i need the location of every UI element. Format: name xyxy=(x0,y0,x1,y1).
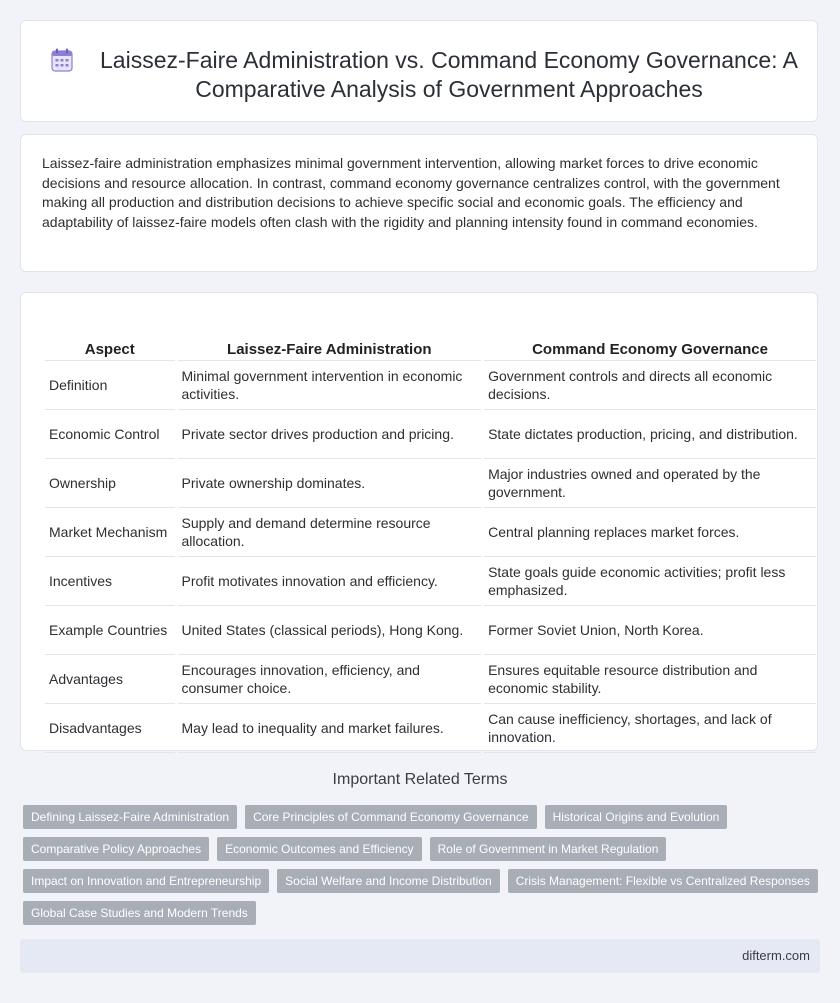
table-row xyxy=(45,508,816,557)
table-header-row xyxy=(45,314,816,361)
intro-paragraph: Laissez-faire administration emphasizes minimal government intervention, allowing market forces to drive economic decisions and resource allocation. In contrast, command economy governance centralizes control, with the government making all production and distribution decisions to achieve specific social and economic goals. The efficiency and adaptability of laissez-faire models often clash with the rigidity and planning intensity found in command economies. xyxy=(42,155,780,230)
column-header-aspect: Aspect xyxy=(45,314,175,361)
laissez-faire-cell: United States (classical periods), Hong Kong. xyxy=(178,606,482,655)
related-term-tag[interactable]: Defining Laissez-Faire Administration xyxy=(23,805,237,829)
comparison-table xyxy=(42,314,819,753)
related-term-tag[interactable]: Crisis Management: Flexible vs Centralized Responses xyxy=(508,869,818,893)
laissez-faire-cell: Private ownership dominates. xyxy=(178,459,482,508)
related-term-tag[interactable]: Role of Government in Market Regulation xyxy=(430,837,667,861)
command-economy-cell: Major industries owned and operated by the government. xyxy=(484,459,816,508)
aspect-cell: Ownership xyxy=(45,459,175,508)
aspect-cell: Example Countries xyxy=(45,606,175,655)
column-header-command-economy: Command Economy Governance xyxy=(484,314,816,361)
table-row xyxy=(45,459,816,508)
aspect-cell: Market Mechanism xyxy=(45,508,175,557)
comparison-card xyxy=(20,292,818,751)
related-term-tag[interactable]: Economic Outcomes and Efficiency xyxy=(217,837,422,861)
laissez-faire-cell: Supply and demand determine resource allocation. xyxy=(178,508,482,557)
laissez-faire-cell: Private sector drives production and pricing. xyxy=(178,410,482,459)
laissez-faire-cell: Encourages innovation, efficiency, and consumer choice. xyxy=(178,655,482,704)
command-economy-cell: State dictates production, pricing, and distribution. xyxy=(484,410,816,459)
title-card xyxy=(20,20,818,122)
table-row xyxy=(45,655,816,704)
footer-bar xyxy=(20,939,820,973)
related-term-tag[interactable]: Core Principles of Command Economy Governance xyxy=(245,805,536,829)
command-economy-cell: Can cause inefficiency, shortages, and lack of innovation. xyxy=(484,704,816,753)
related-term-tag[interactable]: Historical Origins and Evolution xyxy=(545,805,728,829)
table-row xyxy=(45,361,816,410)
aspect-cell: Disadvantages xyxy=(45,704,175,753)
column-header-laissez-faire: Laissez-Faire Administration xyxy=(178,314,482,361)
calendar-icon xyxy=(51,48,73,72)
table-row xyxy=(45,704,816,753)
aspect-cell: Incentives xyxy=(45,557,175,606)
table-row xyxy=(45,606,816,655)
related-term-tag[interactable]: Impact on Innovation and Entrepreneurship xyxy=(23,869,269,893)
command-economy-cell: Central planning replaces market forces. xyxy=(484,508,816,557)
laissez-faire-cell: May lead to inequality and market failures. xyxy=(178,704,482,753)
related-term-tag[interactable]: Comparative Policy Approaches xyxy=(23,837,209,861)
related-terms-list xyxy=(23,805,823,925)
related-terms-heading: Important Related Terms xyxy=(332,771,508,788)
table-row xyxy=(45,410,816,459)
laissez-faire-cell: Profit motivates innovation and efficiency. xyxy=(178,557,482,606)
related-term-tag[interactable]: Social Welfare and Income Distribution xyxy=(277,869,500,893)
footer-site-link[interactable]: difterm.com xyxy=(742,948,810,963)
page-title: Laissez-Faire Administration vs. Command Economy Governance: A Comparative Analysis of Government Approaches xyxy=(100,47,798,102)
command-economy-cell: Ensures equitable resource distribution and economic stability. xyxy=(484,655,816,704)
command-economy-cell: State goals guide economic activities; profit less emphasized. xyxy=(484,557,816,606)
command-economy-cell: Former Soviet Union, North Korea. xyxy=(484,606,816,655)
aspect-cell: Economic Control xyxy=(45,410,175,459)
aspect-cell: Advantages xyxy=(45,655,175,704)
laissez-faire-cell: Minimal government intervention in economic activities. xyxy=(178,361,482,410)
table-row xyxy=(45,557,816,606)
aspect-cell: Definition xyxy=(45,361,175,410)
related-term-tag[interactable]: Global Case Studies and Modern Trends xyxy=(23,901,256,925)
intro-card xyxy=(20,134,818,272)
command-economy-cell: Government controls and directs all economic decisions. xyxy=(484,361,816,410)
